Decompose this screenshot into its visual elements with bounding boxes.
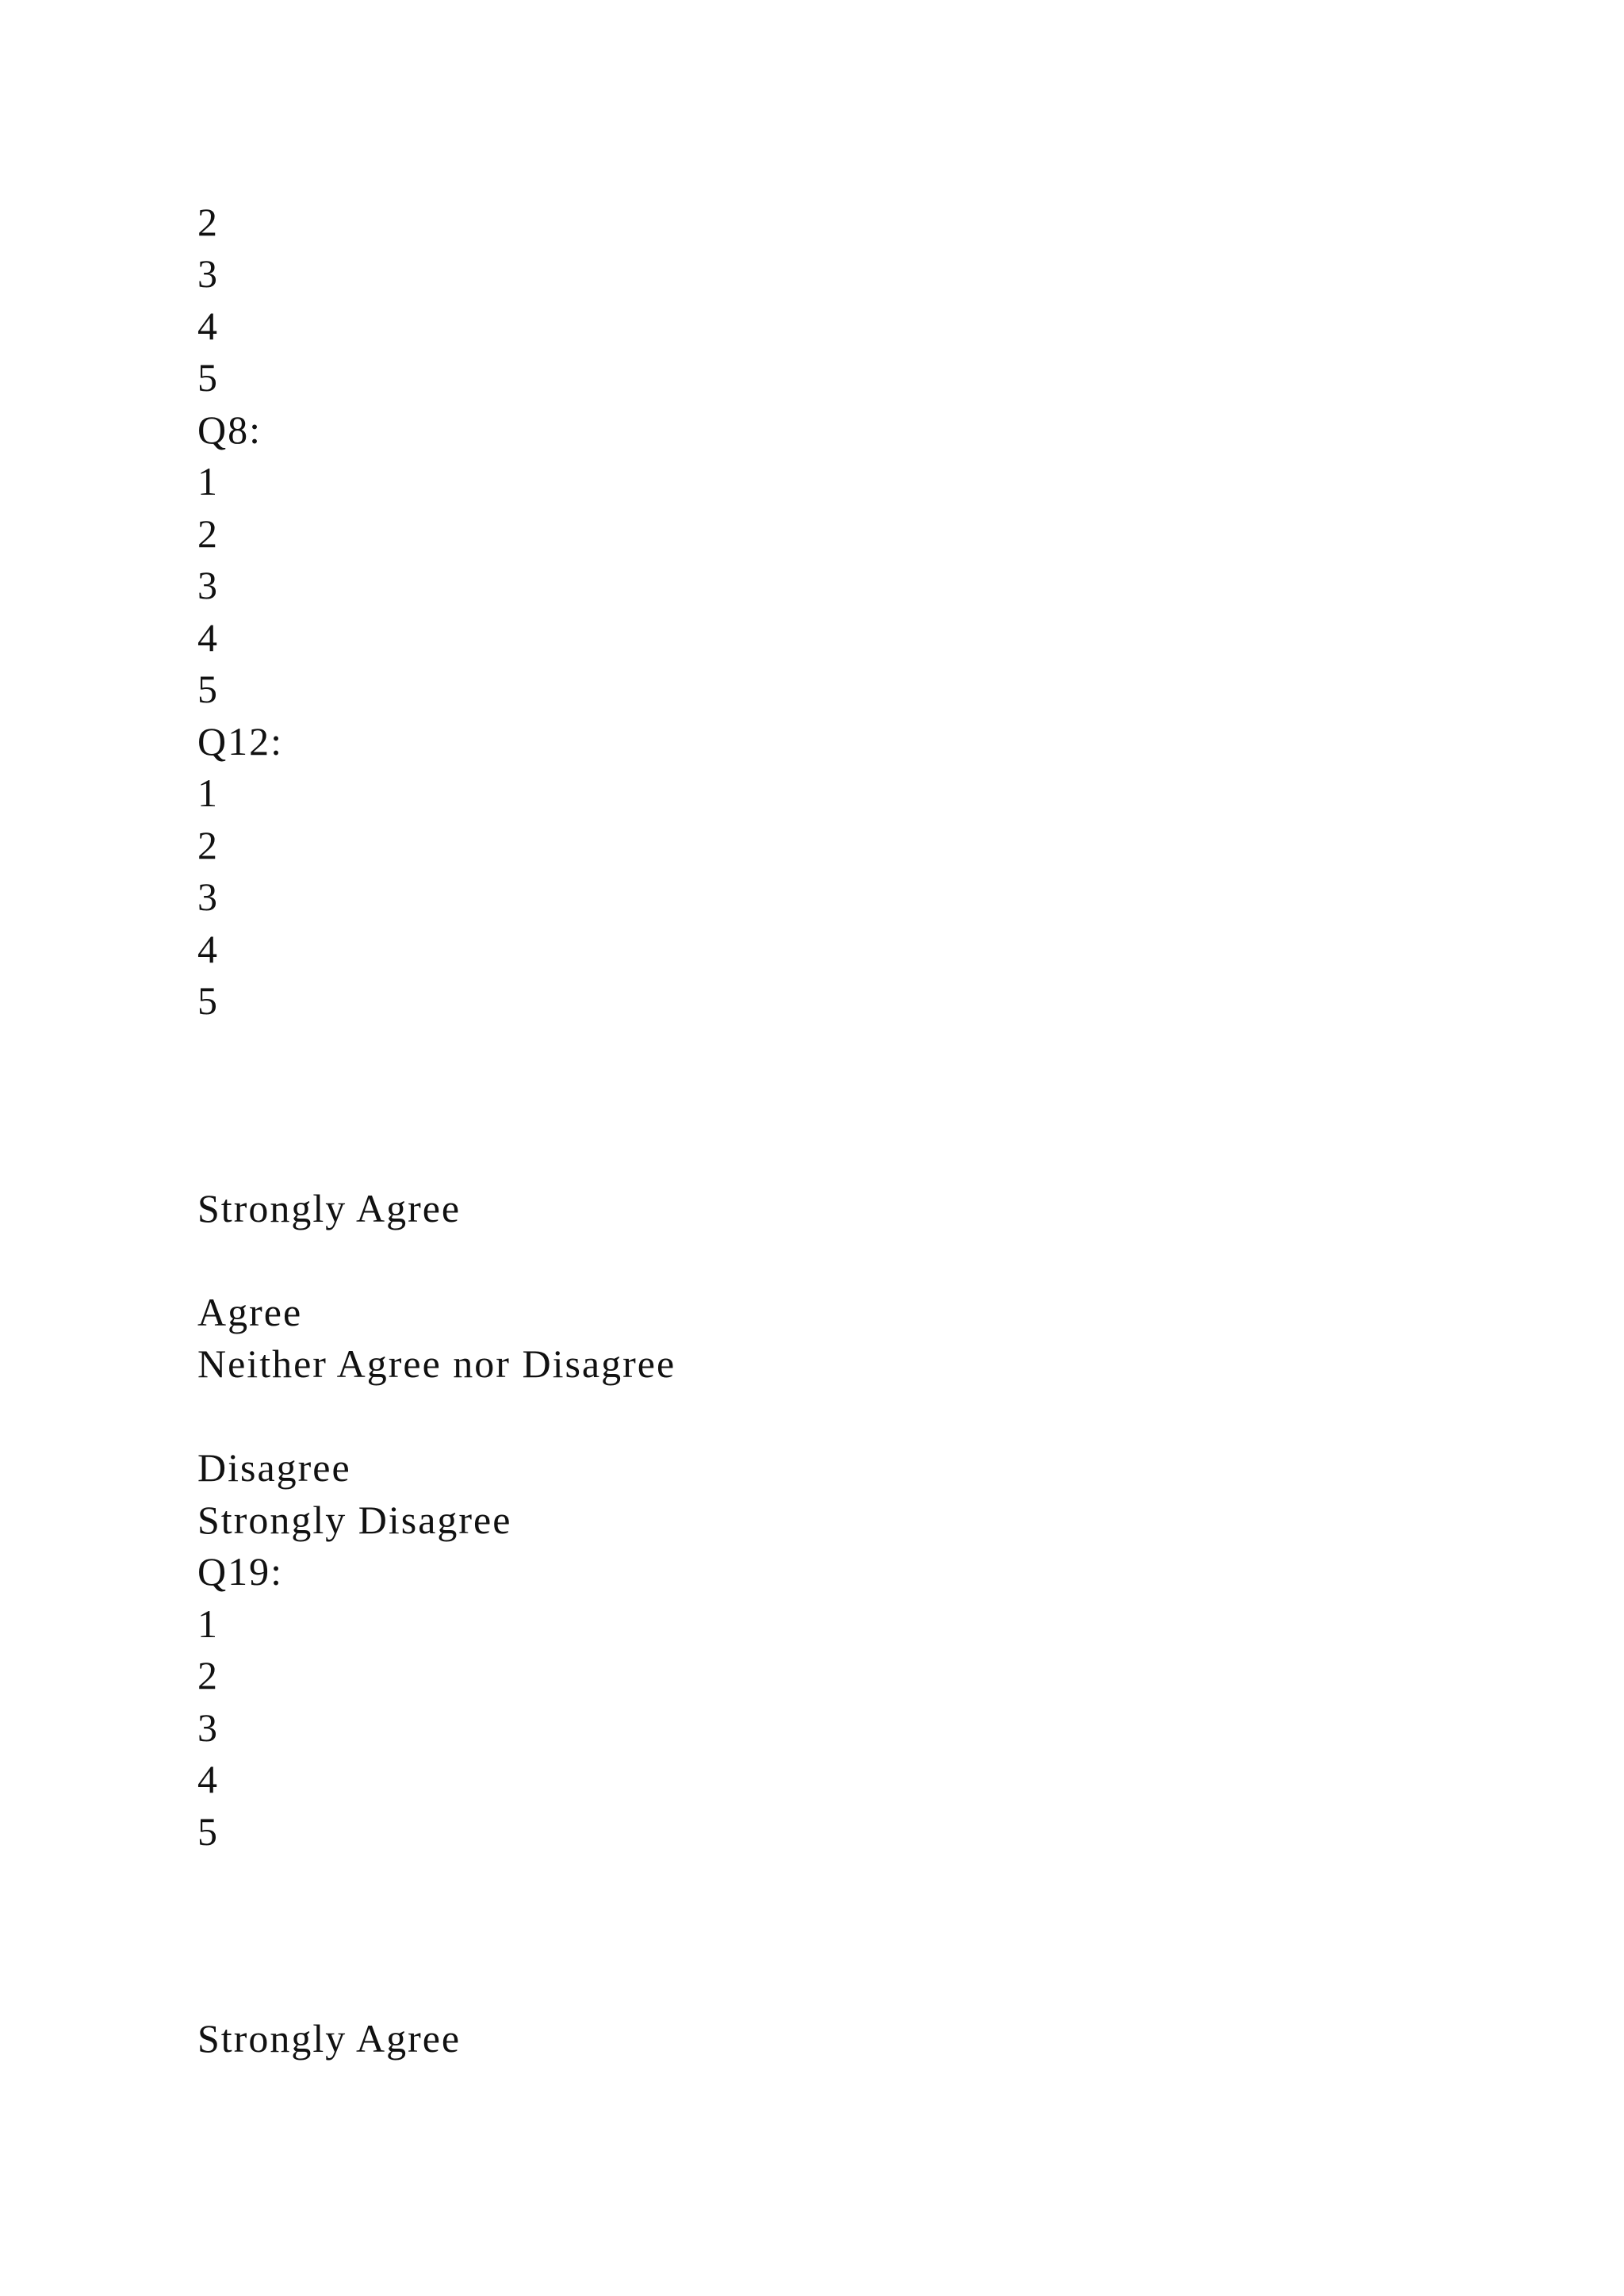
text-line: 2 xyxy=(197,1653,219,1697)
text-line: 2 xyxy=(197,511,219,556)
text-line: 4 xyxy=(197,927,219,971)
scale-label: Strongly Agree xyxy=(197,2016,462,2061)
scale-label: Neither Agree nor Disagree xyxy=(197,1341,676,1386)
text-line: 4 xyxy=(197,304,219,348)
text-line: 2 xyxy=(197,200,219,244)
text-line: 4 xyxy=(197,1757,219,1801)
text-line: 3 xyxy=(197,251,219,296)
question-label: Q12: xyxy=(197,719,283,763)
scale-label: Disagree xyxy=(197,1445,351,1490)
question-label: Q8: xyxy=(197,408,262,452)
text-line: 1 xyxy=(197,459,219,503)
scale-label: Strongly Disagree xyxy=(197,1498,512,1542)
scale-label: Strongly Agree xyxy=(197,1186,462,1230)
text-line: 3 xyxy=(197,1705,219,1750)
question-label: Q19: xyxy=(197,1549,283,1594)
text-line: 1 xyxy=(197,1601,219,1646)
text-line: 3 xyxy=(197,874,219,919)
text-line: 5 xyxy=(197,978,219,1023)
text-line: 1 xyxy=(197,771,219,815)
text-line: 5 xyxy=(197,355,219,400)
text-line: 3 xyxy=(197,563,219,607)
text-line: 5 xyxy=(197,1809,219,1854)
text-line: 5 xyxy=(197,667,219,711)
scale-label: Agree xyxy=(197,1290,303,1334)
text-line: 2 xyxy=(197,823,219,867)
text-line: 4 xyxy=(197,615,219,660)
